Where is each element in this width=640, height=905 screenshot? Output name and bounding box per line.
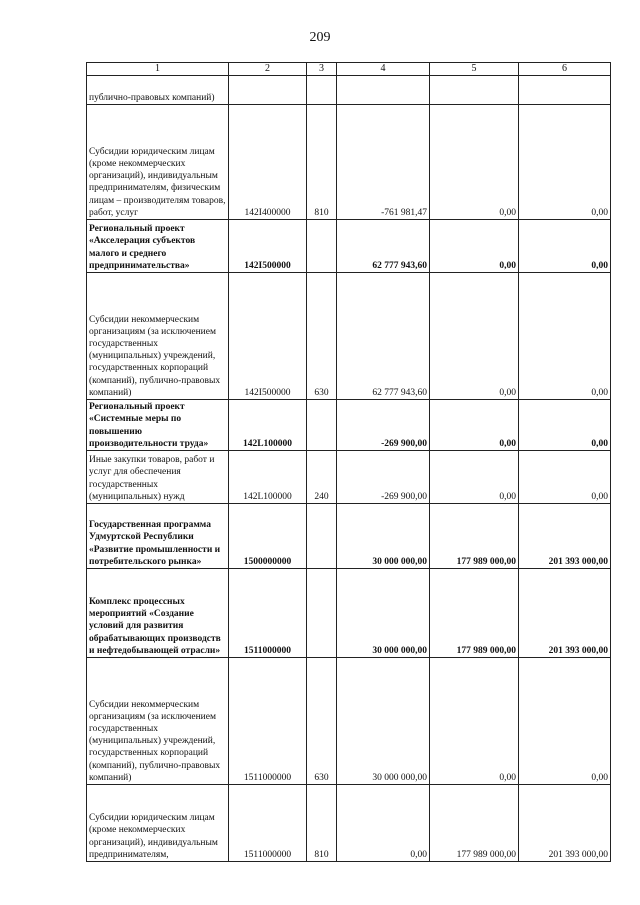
- table-row: [87, 658, 611, 785]
- target-code-cell: 142I500000: [229, 273, 307, 400]
- table-row: [87, 273, 611, 400]
- amount-col5-cell: 0,00: [430, 451, 519, 504]
- amount-col4-cell: 30 000 000,00: [337, 569, 430, 658]
- target-code-cell: 142I400000: [229, 105, 307, 220]
- column-header-4: 4: [337, 63, 430, 76]
- expense-type-cell: [307, 220, 337, 273]
- target-code-cell: 1511000000: [229, 569, 307, 658]
- amount-col5-cell: 0,00: [430, 658, 519, 785]
- expense-type-cell: 630: [307, 658, 337, 785]
- amount-col4-cell: [337, 76, 430, 105]
- table-row: [87, 504, 611, 569]
- target-code-cell: 142I500000: [229, 220, 307, 273]
- amount-col4-cell: -269 900,00: [337, 400, 430, 451]
- row-name-cell: Комплекс процессных мероприятий «Создание условий для развития обрабатывающих производств и нефтедобывающей отрасли»: [87, 569, 229, 658]
- table-row: [87, 400, 611, 451]
- row-name-cell: публично-правовых компаний): [87, 76, 229, 105]
- target-code-cell: 142L100000: [229, 400, 307, 451]
- table-row: [87, 785, 611, 862]
- amount-col6-cell: 201 393 000,00: [519, 569, 611, 658]
- expense-type-cell: 240: [307, 451, 337, 504]
- amount-col5-cell: 0,00: [430, 400, 519, 451]
- row-name-cell: Региональный проект «Акселерация субъектов малого и среднего предпринимательства»: [87, 220, 229, 273]
- row-name-cell: Региональный проект «Системные меры по повышению производительности труда»: [87, 400, 229, 451]
- table-row: [87, 220, 611, 273]
- amount-col4-cell: 62 777 943,60: [337, 273, 430, 400]
- amount-col5-cell: 0,00: [430, 220, 519, 273]
- table-row: [87, 76, 611, 105]
- table-row: [87, 105, 611, 220]
- amount-col6-cell: 0,00: [519, 273, 611, 400]
- column-header-5: 5: [430, 63, 519, 76]
- expense-type-cell: 630: [307, 273, 337, 400]
- column-header-6: 6: [519, 63, 611, 76]
- target-code-cell: 1511000000: [229, 785, 307, 862]
- amount-col6-cell: 0,00: [519, 105, 611, 220]
- amount-col5-cell: 177 989 000,00: [430, 569, 519, 658]
- amount-col4-cell: 62 777 943,60: [337, 220, 430, 273]
- expense-type-cell: [307, 76, 337, 105]
- amount-col4-cell: 30 000 000,00: [337, 658, 430, 785]
- expense-type-cell: 810: [307, 105, 337, 220]
- row-name-cell: Субсидии некоммерческим организациям (за исключением государственных (муниципальных) учреждений, государственных корпораций (компаний), публично-правовых компаний): [87, 273, 229, 400]
- amount-col5-cell: 177 989 000,00: [430, 785, 519, 862]
- target-code-cell: 1511000000: [229, 658, 307, 785]
- row-name-cell: Субсидии некоммерческим организациям (за исключением государственных (муниципальных) учреждений, государственных корпораций (компаний), публично-правовых компаний): [87, 658, 229, 785]
- row-name-cell: Иные закупки товаров, работ и услуг для обеспечения государственных (муниципальных) нужд: [87, 451, 229, 504]
- amount-col6-cell: 0,00: [519, 220, 611, 273]
- budget-table: [86, 62, 611, 862]
- table-row: [87, 451, 611, 504]
- row-name-cell: Государственная программа Удмуртской Республики «Развитие промышленности и потребительского рынка»: [87, 504, 229, 569]
- amount-col6-cell: 201 393 000,00: [519, 504, 611, 569]
- row-name-cell: Субсидии юридическим лицам (кроме некоммерческих организаций), индивидуальным предпринимателям,: [87, 785, 229, 862]
- amount-col6-cell: 0,00: [519, 658, 611, 785]
- amount-col4-cell: -761 981,47: [337, 105, 430, 220]
- table-row: [87, 569, 611, 658]
- amount-col5-cell: 0,00: [430, 273, 519, 400]
- amount-col6-cell: 0,00: [519, 400, 611, 451]
- amount-col5-cell: [430, 76, 519, 105]
- column-header-2: 2: [229, 63, 307, 76]
- table-header-row: [87, 63, 611, 76]
- column-header-3: 3: [307, 63, 337, 76]
- target-code-cell: 1500000000: [229, 504, 307, 569]
- target-code-cell: 142L100000: [229, 451, 307, 504]
- amount-col6-cell: [519, 76, 611, 105]
- amount-col5-cell: 0,00: [430, 105, 519, 220]
- amount-col4-cell: -269 900,00: [337, 451, 430, 504]
- page-number: 209: [309, 30, 331, 45]
- amount-col4-cell: 30 000 000,00: [337, 504, 430, 569]
- target-code-cell: [229, 76, 307, 105]
- amount-col4-cell: 0,00: [337, 785, 430, 862]
- row-name-cell: Субсидии юридическим лицам (кроме некоммерческих организаций), индивидуальным предпринимателям, физическим лицам – производителям товаров, работ, услуг: [87, 105, 229, 220]
- amount-col6-cell: 0,00: [519, 451, 611, 504]
- expense-type-cell: [307, 400, 337, 451]
- expense-type-cell: [307, 569, 337, 658]
- expense-type-cell: [307, 504, 337, 569]
- amount-col6-cell: 201 393 000,00: [519, 785, 611, 862]
- expense-type-cell: 810: [307, 785, 337, 862]
- amount-col5-cell: 177 989 000,00: [430, 504, 519, 569]
- column-header-1: 1: [87, 63, 229, 76]
